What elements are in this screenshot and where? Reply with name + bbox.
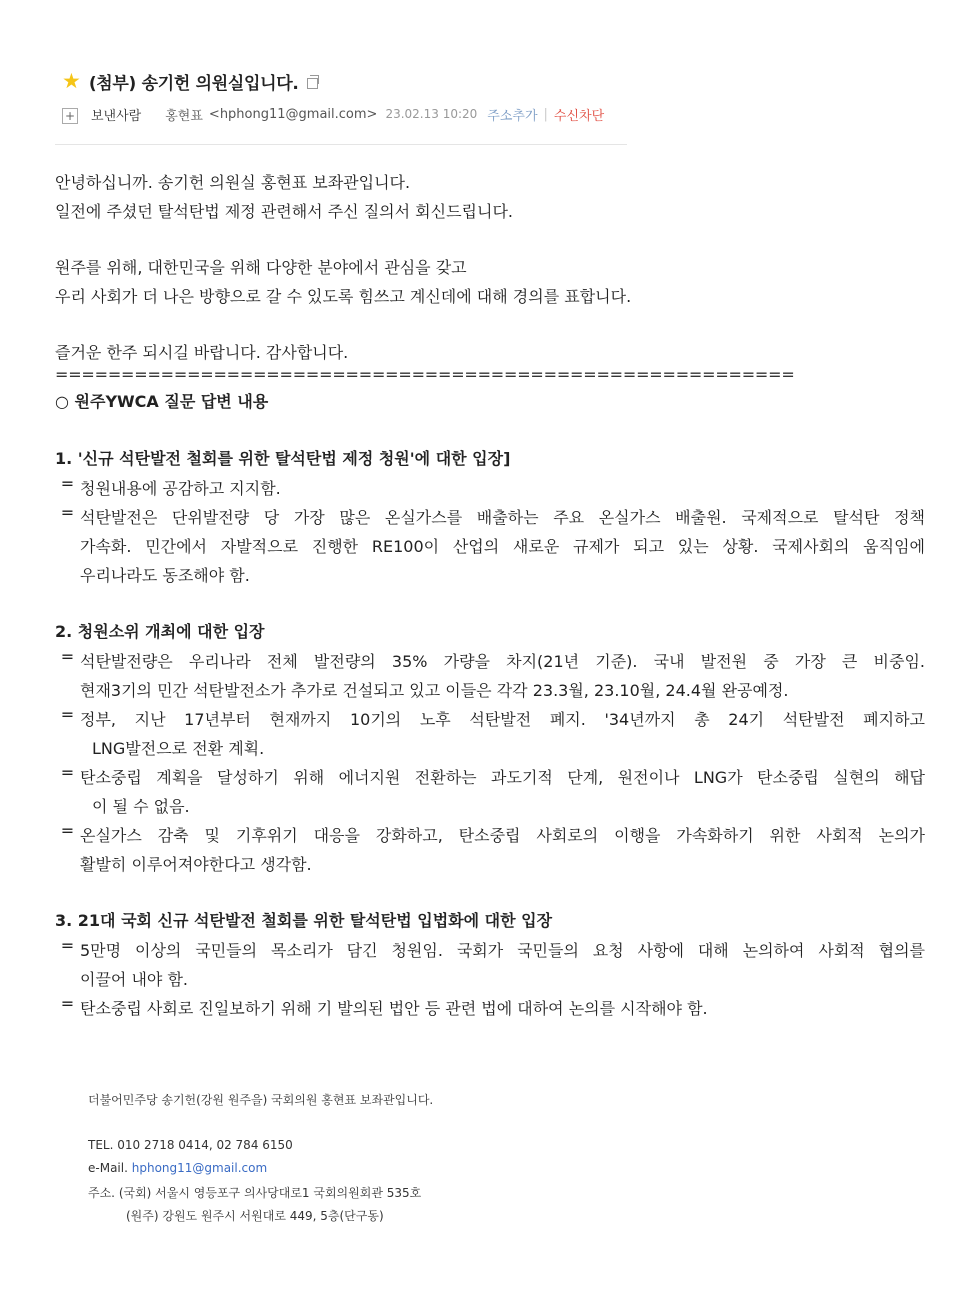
item-line: 석탄발전은 단위발전량 당 가장 많은 온실가스를 배출하는 주요 온실가스 배출원. 국제적으로 탈석탄 정책 <box>80 508 925 527</box>
closing-line: 즐거운 한주 되시길 바랍니다. 감사합니다. <box>55 343 349 362</box>
sender-email[interactable]: <hphong11@gmail.com> <box>208 106 378 122</box>
item-line: 5만명 이상의 국민들의 목소리가 담긴 청원임. 국회가 국민들의 요청 사항에 대해 논의하여 사회적 협의를 <box>80 941 925 960</box>
item-line: LNG발전으로 전환 계획. <box>92 739 265 758</box>
signature-address: 주소. (국회) 서울시 영등포구 의사당대로1 국회의원회관 535호 <box>88 1186 422 1200</box>
answers-heading: ○ 원주YWCA 질문 답변 내용 <box>55 392 269 411</box>
bullet-mark: = <box>60 705 75 724</box>
bullet-mark: = <box>60 763 75 782</box>
item-line: 온실가스 감축 및 기후위기 대응을 강화하고, 탄소중립 사회로의 이행을 가속화하기 위한 사회적 논의가 <box>80 826 925 845</box>
item-line: 석탄발전량은 우리나라 전체 발전량의 35% 가량을 차지(21년 기준). 국내 발전원 중 가장 큰 비중임. <box>80 652 925 671</box>
list-item <box>55 474 925 503</box>
list-item <box>55 763 925 821</box>
signature-address: (원주) 강원도 원주시 서원대로 449, 5층(단구동) <box>126 1209 384 1223</box>
sent-time: 23.02.13 10:20 <box>385 107 478 121</box>
list-item <box>55 936 925 994</box>
bullet-mark: = <box>60 474 75 493</box>
message-line: 원주를 위해, 대한민국을 위해 다양한 분야에서 관심을 갖고 <box>55 258 467 277</box>
item-line: 정부, 지난 17년부터 현재까지 10기의 노후 석탄발전 폐지. '34년까지 총 24기 석탄발전 폐지하고 <box>80 710 925 729</box>
signature-email-row <box>88 1161 688 1175</box>
bullet-mark: = <box>60 647 75 666</box>
sender-name[interactable]: 홍현표 <box>165 108 203 124</box>
email-subject: (첨부) 송기헌 의원실입니다. <box>88 73 299 94</box>
item-line: 현재3기의 민간 석탄발전소가 추가로 건설되고 있고 이들은 각각 23.3월, 23.10월, 24.4월 완공예정. <box>80 681 789 700</box>
sender-label: 보낸사람 <box>91 108 142 124</box>
header-divider <box>55 144 627 145</box>
bullet-mark: = <box>60 821 75 840</box>
item-line: 활발히 이루어져야한다고 생각함. <box>80 855 312 874</box>
item-line: 탄소중립 계획을 달성하기 위해 에너지원 전환하는 과도기적 단계, 원전이나 LNG가 탄소중립 실현의 해답 <box>80 768 925 787</box>
item-line: 이 될 수 없음. <box>92 797 190 816</box>
separator-line: ======================================================== <box>55 367 795 384</box>
item-line: 탄소중립 사회로 진일보하기 위해 기 발의된 법안 등 관련 법에 대하여 논의를 시작해야 함. <box>80 999 708 1018</box>
signature-email-label: e-Mail. <box>88 1161 128 1175</box>
signature-intro: 더불어민주당 송기헌(강원 원주을) 국회의원 홍현표 보좌관입니다. <box>88 1093 434 1107</box>
section-title: 2. 청원소위 개최에 대한 입장 <box>55 622 265 641</box>
email-header <box>62 66 318 96</box>
sender-row <box>62 103 604 125</box>
signature-tel: TEL. 010 2718 0414, 02 784 6150 <box>88 1138 293 1152</box>
link-separator: | <box>543 106 548 122</box>
bullet-mark: = <box>60 503 75 522</box>
list-item <box>55 994 925 1023</box>
list-item <box>55 821 925 879</box>
item-line: 가속화. 민간에서 자발적으로 진행한 RE100이 산업의 새로운 규제가 되고 있는 상황. 국제사회의 움직임에 <box>80 537 925 556</box>
item-line: 이끌어 내야 함. <box>80 970 188 989</box>
copy-icon[interactable] <box>307 78 318 89</box>
add-contact-link[interactable]: 주소추가 <box>487 108 538 124</box>
bullet-mark: = <box>60 936 75 955</box>
block-sender-link[interactable]: 수신차단 <box>553 108 605 124</box>
email-body <box>55 168 925 1023</box>
item-line: 우리나라도 동조해야 함. <box>80 566 250 585</box>
greeting-line: 안녕하십니까. 송기헌 의원실 홍현표 보좌관입니다. <box>55 173 411 192</box>
section-title: 1. '신규 석탄발전 철회를 위한 탈석탄법 제정 청원'에 대한 입장] <box>55 449 511 468</box>
list-item <box>55 705 925 763</box>
section-title: 3. 21대 국회 신규 석탄발전 철회를 위한 탈석탄법 입법화에 대한 입장 <box>55 911 553 930</box>
list-item <box>55 647 925 705</box>
signature-email-link[interactable]: hphong11@gmail.com <box>131 1161 268 1175</box>
list-item <box>55 503 925 590</box>
bullet-mark: = <box>60 994 75 1013</box>
item-line: 청원내용에 공감하고 지지함. <box>80 479 281 498</box>
expand-recipients-button[interactable]: + <box>62 108 78 124</box>
message-line: 우리 사회가 더 나은 방향으로 갈 수 있도록 힘쓰고 계신데에 대해 경의를 표합니다. <box>55 287 632 306</box>
star-icon[interactable]: ★ <box>62 68 81 93</box>
greeting-line: 일전에 주셨던 탈석탄법 제정 관련해서 주신 질의서 회신드립니다. <box>55 202 514 221</box>
